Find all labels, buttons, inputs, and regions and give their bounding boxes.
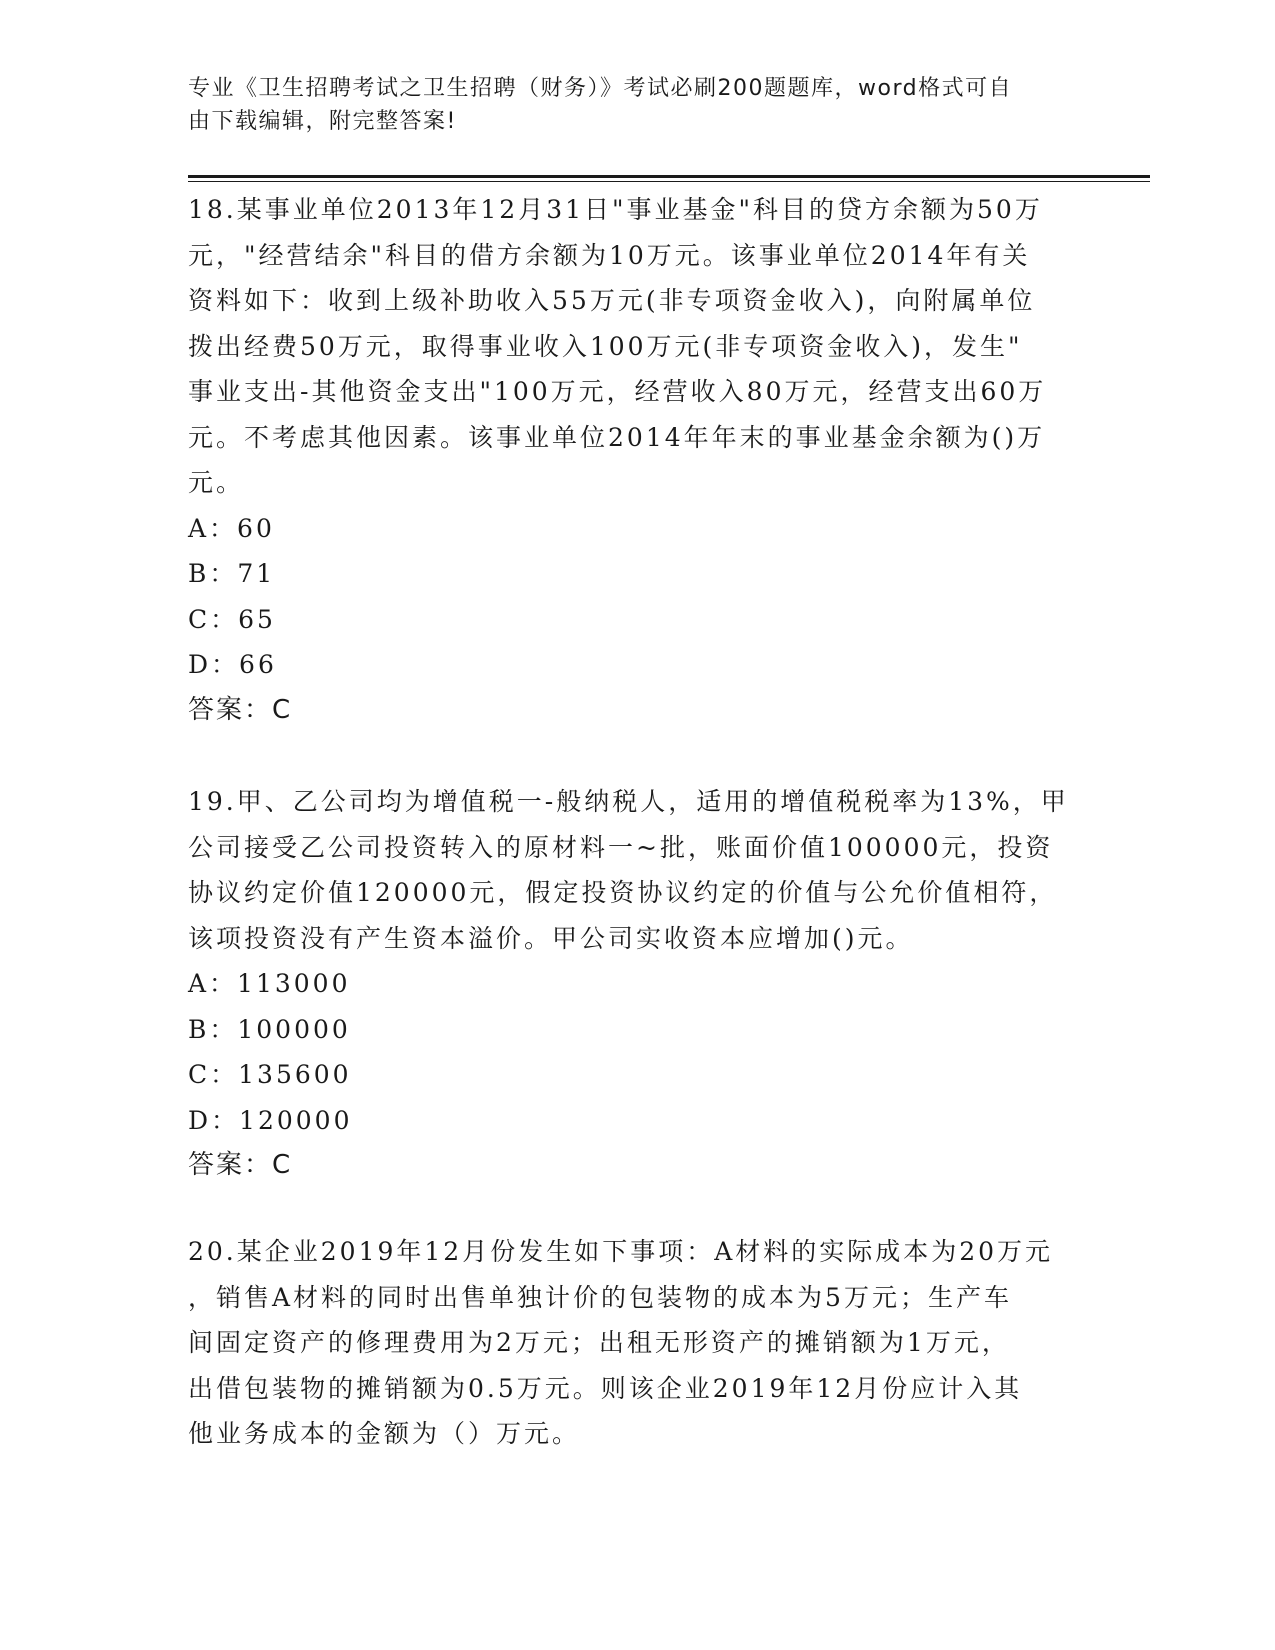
options-list — [188, 506, 1088, 688]
stem-line: 20.某企业2019年12月份发生如下事项：A材料的实际成本为20万元 — [188, 1237, 1054, 1266]
stem-line: 间固定资产的修理费用为2万元；出租无形资产的摊销额为1万元， — [188, 1328, 1010, 1357]
option-a: A：113000 — [188, 969, 351, 998]
stem-line: 元。不考虑其他因素。该事业单位2014年年末的事业基金余额为()万 — [188, 422, 1046, 452]
stem-line: 事业支出-其他资金支出"100万元，经营收入80万元，经营支出60万 — [188, 377, 1047, 406]
stem-line: 元。 — [188, 468, 245, 497]
option-c: C：135600 — [188, 1060, 352, 1089]
stem-line: 元，"经营结余"科目的借方余额为10万元。该事业单位2014年有关 — [188, 240, 1031, 270]
question-stem — [188, 1229, 1088, 1457]
answer-line: 答案：C — [188, 1150, 293, 1180]
stem-line: 出借包装物的摊销额为0.5万元。则该企业2019年12月份应计入其 — [188, 1373, 1023, 1403]
stem-line: 协议约定价值120000元，假定投资协议约定的价值与公允价值相符， — [188, 878, 1058, 907]
question-stem — [188, 779, 1088, 961]
stem-line: 18.某事业单位2013年12月31日"事业基金"科目的贷方余额为50万 — [188, 195, 1043, 224]
option-c: C：65 — [188, 604, 276, 634]
question-20 — [188, 1229, 1088, 1457]
question-stem — [188, 187, 1088, 506]
answer-line: 答案：C — [188, 694, 293, 725]
header-line-1: 专业《卫生招聘考试之卫生招聘（财务）》考试必刷200题题库，word格式可自 — [188, 76, 1013, 101]
option-d: D：66 — [188, 650, 277, 679]
option-a: A：60 — [188, 513, 275, 543]
question-18 — [188, 187, 1088, 733]
stem-line: ，销售A材料的同时出售单独计价的包装物的成本为5万元；生产车 — [188, 1282, 1012, 1312]
stem-line: 公司接受乙公司投资转入的原材料一~批，账面价值100000元，投资 — [188, 832, 1054, 862]
question-19 — [188, 779, 1088, 1189]
option-b: B：71 — [188, 559, 276, 588]
stem-line: 拨出经费50万元，取得事业收入100万元(非专项资金收入)，发生" — [188, 331, 1023, 361]
stem-line: 19.甲、乙公司均为增值税一-般纳税人，适用的增值税税率为13%，甲 — [188, 787, 1069, 816]
stem-line: 他业务成本的金额为（）万元。 — [188, 1419, 581, 1448]
option-d: D：120000 — [188, 1105, 353, 1135]
stem-line: 该项投资没有产生资本溢价。甲公司实收资本应增加()元。 — [188, 923, 914, 953]
options-list — [188, 961, 1088, 1143]
header-line-2: 由下载编辑，附完整答案! — [188, 109, 457, 134]
header-divider-thick — [188, 175, 1150, 178]
header-divider-thin — [188, 181, 1150, 182]
option-b: B：100000 — [188, 1014, 351, 1044]
document-header — [188, 72, 1068, 138]
stem-line: 资料如下：收到上级补助收入55万元(非专项资金收入)，向附属单位 — [188, 286, 1036, 315]
